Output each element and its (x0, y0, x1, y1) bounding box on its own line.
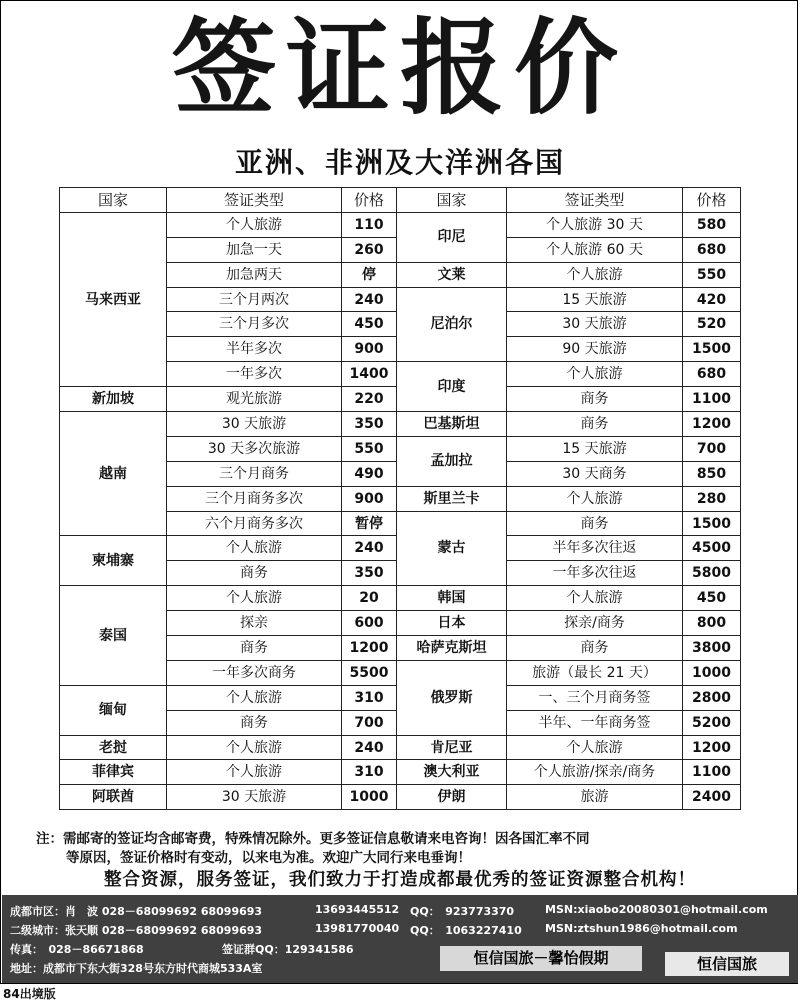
price-cell: 4500 (683, 536, 741, 561)
header-type: 签证类型 (167, 188, 342, 213)
price-cell: 20 (342, 586, 397, 611)
visa-type-cell: 三个月商务 (167, 461, 342, 486)
price-cell: 680 (683, 362, 741, 387)
price-cell: 550 (342, 436, 397, 461)
country-cell: 日本 (397, 611, 507, 636)
slogan: 整合资源，服务签证，我们致力于打造成都最优秀的签证资源整合机构！ (104, 870, 696, 890)
header-price: 价格 (342, 188, 397, 213)
price-cell: 5800 (683, 561, 741, 586)
price-cell: 240 (342, 287, 397, 312)
visa-type-cell: 15 天旅游 (507, 436, 683, 461)
price-cell: 420 (683, 287, 741, 312)
country-cell: 缅甸 (60, 685, 167, 735)
visa-type-cell: 一年多次往返 (507, 561, 683, 586)
page-title: 签证报价 (171, 7, 628, 129)
price-cell: 350 (342, 561, 397, 586)
visa-type-cell: 个人旅游 30 天 (507, 212, 683, 237)
visa-type-cell: 观光旅游 (167, 387, 342, 412)
visa-type-cell: 个人旅游 (507, 486, 683, 511)
header-country: 国家 (397, 188, 507, 213)
price-cell: 240 (342, 735, 397, 760)
table-row (60, 735, 741, 760)
price-cell: 350 (342, 412, 397, 437)
price-cell: 450 (342, 312, 397, 337)
price-cell: 490 (342, 461, 397, 486)
visa-type-cell: 商务 (507, 387, 683, 412)
header-country: 国家 (60, 188, 167, 213)
table-row (60, 412, 741, 437)
country-cell: 俄罗斯 (397, 660, 507, 735)
price-cell: 850 (683, 461, 741, 486)
address: 地址：成都市下东大街328号东方时代商城533A室 (10, 962, 263, 975)
contact-footer (2, 895, 798, 983)
visa-type-cell: 探亲 (167, 611, 342, 636)
visa-type-cell: 三个月两次 (167, 287, 342, 312)
visa-type-cell: 个人旅游 (167, 735, 342, 760)
price-cell: 1000 (683, 660, 741, 685)
price-cell: 2800 (683, 685, 741, 710)
visa-type-cell: 个人旅游 (167, 212, 342, 237)
visa-type-cell: 30 天商务 (507, 461, 683, 486)
contact-label: 成都市区：肖 波 028－68099692 68099693 (10, 905, 263, 918)
contact-mobile: 13693445512 (315, 903, 400, 916)
country-cell: 哈萨克斯坦 (397, 636, 507, 661)
country-cell: 尼泊尔 (397, 287, 507, 362)
contact-msn: MSN:xiaobo20080301@hotmail.com (545, 903, 768, 916)
price-cell: 1100 (683, 760, 741, 785)
country-cell: 菲律宾 (60, 760, 167, 785)
visa-type-cell: 个人旅游 (167, 586, 342, 611)
price-cell: 1200 (683, 412, 741, 437)
visa-type-cell: 商务 (507, 511, 683, 536)
price-cell: 800 (683, 611, 741, 636)
contact-label: 二级城市：张天顺 028－68099692 68099693 (10, 924, 263, 937)
country-cell: 阿联酋 (60, 785, 167, 810)
header-price: 价格 (683, 188, 741, 213)
visa-type-cell: 个人旅游 (167, 760, 342, 785)
price-cell: 110 (342, 212, 397, 237)
price-cell: 2400 (683, 785, 741, 810)
country-cell: 蒙古 (397, 511, 507, 586)
contact-msn: MSN:ztshun1986@hotmail.com (545, 922, 738, 935)
country-cell: 老挝 (60, 735, 167, 760)
group-qq: 签证群QQ：129341586 (222, 943, 354, 956)
table-row (60, 760, 741, 785)
country-cell: 印度 (397, 362, 507, 412)
price-cell: 900 (342, 486, 397, 511)
price-cell: 1200 (683, 735, 741, 760)
visa-type-cell: 一年多次商务 (167, 660, 342, 685)
visa-type-cell: 15 天旅游 (507, 287, 683, 312)
table-row (60, 586, 741, 611)
price-cell: 450 (683, 586, 741, 611)
visa-type-cell: 30 天旅游 (507, 312, 683, 337)
page-subtitle: 亚洲、非洲及大洋洲各国 (234, 146, 565, 179)
visa-type-cell: 个人旅游/探亲/商务 (507, 760, 683, 785)
page-number: 84出境版 (3, 987, 56, 1001)
price-cell: 停 (342, 262, 397, 287)
visa-type-cell: 探亲/商务 (507, 611, 683, 636)
price-cell: 1400 (342, 362, 397, 387)
visa-type-cell: 商务 (167, 561, 342, 586)
country-cell: 韩国 (397, 586, 507, 611)
price-cell: 600 (342, 611, 397, 636)
country-cell: 柬埔寨 (60, 536, 167, 586)
visa-type-cell: 个人旅游 (167, 685, 342, 710)
visa-type-cell: 加急两天 (167, 262, 342, 287)
visa-type-cell: 个人旅游 (507, 262, 683, 287)
price-cell: 1500 (683, 337, 741, 362)
visa-type-cell: 半年、一年商务签 (507, 710, 683, 735)
visa-type-cell: 90 天旅游 (507, 337, 683, 362)
notes (36, 830, 796, 868)
price-cell: 5500 (342, 660, 397, 685)
visa-type-cell: 半年多次 (167, 337, 342, 362)
country-cell: 文莱 (397, 262, 507, 287)
price-table (59, 187, 741, 810)
price-cell: 240 (342, 536, 397, 561)
country-cell: 斯里兰卡 (397, 486, 507, 511)
price-cell: 520 (683, 312, 741, 337)
price-cell: 暂停 (342, 511, 397, 536)
visa-type-cell: 个人旅游 (507, 362, 683, 387)
price-cell: 310 (342, 685, 397, 710)
brand-banner: 恒信国旅－馨怡假期 (440, 946, 642, 971)
visa-type-cell: 一、三个月商务签 (507, 685, 683, 710)
visa-type-cell: 三个月商务多次 (167, 486, 342, 511)
country-cell: 越南 (60, 412, 167, 536)
price-cell: 260 (342, 237, 397, 262)
price-cell: 700 (683, 436, 741, 461)
header-type: 签证类型 (507, 188, 683, 213)
visa-type-cell: 加急一天 (167, 237, 342, 262)
visa-type-cell: 30 天旅游 (167, 785, 342, 810)
visa-type-cell: 一年多次 (167, 362, 342, 387)
price-cell: 310 (342, 760, 397, 785)
price-cell: 220 (342, 387, 397, 412)
visa-type-cell: 三个月多次 (167, 312, 342, 337)
visa-type-cell: 个人旅游 (507, 586, 683, 611)
price-cell: 680 (683, 237, 741, 262)
fax: 传真： 028－86671868 (10, 943, 144, 956)
price-cell: 1200 (342, 636, 397, 661)
price-cell: 1100 (683, 387, 741, 412)
price-cell: 1000 (342, 785, 397, 810)
country-cell: 印尼 (397, 212, 507, 262)
country-cell: 马来西亚 (60, 212, 167, 386)
note-line-1: 注：需邮寄的签证均含邮寄费，特殊情况除外。更多签证信息敬请来电咨询！因各国汇率不同 (36, 831, 590, 847)
country-cell: 新加坡 (60, 387, 167, 412)
price-cell: 3800 (683, 636, 741, 661)
price-cell: 1500 (683, 511, 741, 536)
table-row (60, 785, 741, 810)
visa-type-cell: 半年多次往返 (507, 536, 683, 561)
contact-qq: QQ： 923773370 (410, 905, 515, 918)
price-cell: 5200 (683, 710, 741, 735)
visa-type-cell: 个人旅游 (167, 536, 342, 561)
visa-type-cell: 商务 (167, 710, 342, 735)
country-cell: 伊朗 (397, 785, 507, 810)
contact-mobile: 13981770040 (315, 922, 400, 935)
table-header-row (60, 188, 741, 213)
contact-qq: QQ： 1063227410 (410, 924, 522, 937)
country-cell: 巴基斯坦 (397, 412, 507, 437)
visa-type-cell: 六个月商务多次 (167, 511, 342, 536)
visa-type-cell: 商务 (167, 636, 342, 661)
visa-type-cell: 商务 (507, 412, 683, 437)
price-cell: 900 (342, 337, 397, 362)
price-cell: 280 (683, 486, 741, 511)
price-cell: 550 (683, 262, 741, 287)
visa-type-cell: 商务 (507, 636, 683, 661)
country-cell: 孟加拉 (397, 436, 507, 486)
visa-type-cell: 30 天多次旅游 (167, 436, 342, 461)
visa-type-cell: 个人旅游 (507, 735, 683, 760)
table-row (60, 212, 741, 237)
note-line-2: 等原因，签证价格时有变动，以来电为准。欢迎广大同行来电垂询！ (66, 850, 471, 866)
country-cell: 澳大利亚 (397, 760, 507, 785)
price-cell: 700 (342, 710, 397, 735)
country-cell: 肯尼亚 (397, 735, 507, 760)
visa-type-cell: 30 天旅游 (167, 412, 342, 437)
visa-type-cell: 旅游（最长 21 天） (507, 660, 683, 685)
visa-type-cell: 旅游 (507, 785, 683, 810)
country-cell: 泰国 (60, 586, 167, 686)
price-cell: 580 (683, 212, 741, 237)
visa-type-cell: 个人旅游 60 天 (507, 237, 683, 262)
brand-logo-text: 恒信国旅 (665, 952, 789, 976)
